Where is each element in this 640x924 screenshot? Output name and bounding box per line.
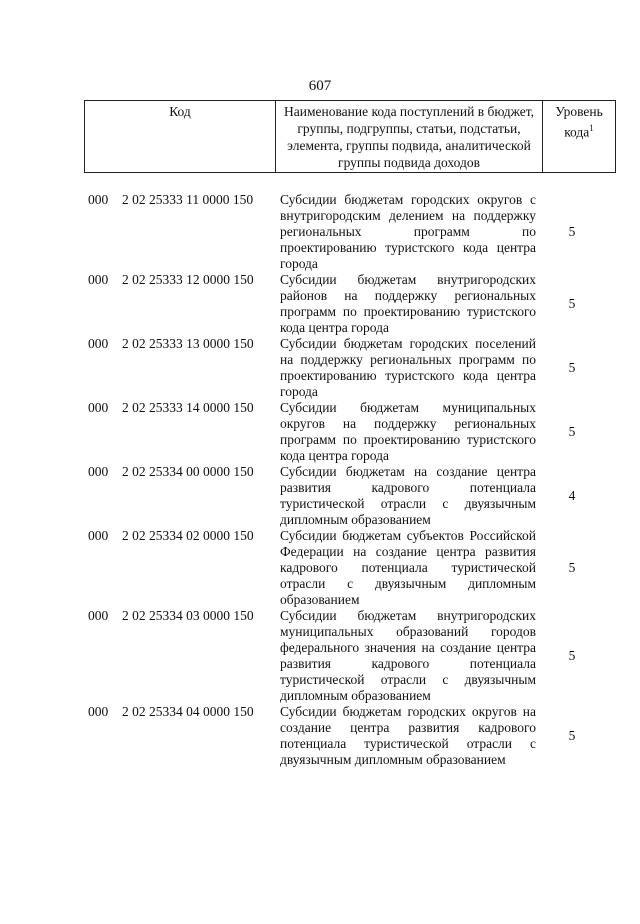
row-prefix: 000 xyxy=(88,608,109,623)
row-code: 2 02 25334 03 0000 150 xyxy=(122,608,254,623)
table-row xyxy=(84,608,600,704)
table-body xyxy=(84,192,600,768)
row-code: 2 02 25334 00 0000 150 xyxy=(122,464,254,479)
row-description: Субсидии бюджетам субъектов Российской Федерации на создание центра развития кадрового потенциала туристической отрасли с двуязычным дипломным образованием xyxy=(280,528,536,607)
row-level: 4 xyxy=(568,488,576,503)
table-row xyxy=(84,528,600,608)
row-level: 5 xyxy=(568,360,576,375)
row-prefix: 000 xyxy=(88,272,109,287)
row-level: 5 xyxy=(568,560,576,575)
row-description: Субсидии бюджетам городских поселений на поддержку региональных программ по проектированию туристского кода центра города xyxy=(280,336,536,399)
header-row xyxy=(85,101,616,173)
header-code-label: Код xyxy=(169,104,191,119)
header-level-footnote: 1 xyxy=(589,123,594,133)
row-prefix: 000 xyxy=(88,192,109,207)
header-name-label: Наименование кода поступлений в бюджет, группы, подгруппы, статьи, подстатьи, элемента, группы подвида, аналитической группы подвида доходов xyxy=(283,104,534,170)
row-description: Субсидии бюджетам на создание центра развития кадрового потенциала туристической отрасли с двуязычным дипломным образованием xyxy=(280,464,536,527)
table-row xyxy=(84,336,600,400)
row-description: Субсидии бюджетам внутригородских муниципальных образований городов федерального значения на создание центра развития кадрового потенциала туристической отрасли с двуязычным дипломным образованием xyxy=(280,608,536,703)
row-code: 2 02 25333 14 0000 150 xyxy=(122,400,254,415)
page-number: 607 xyxy=(308,78,332,94)
row-description: Субсидии бюджетам внутригородских районов на поддержку региональных программ по проектированию туристского кода центра города xyxy=(280,272,536,335)
row-prefix: 000 xyxy=(88,704,109,719)
row-description: Субсидии бюджетам городских округов на создание центра развития кадрового потенциала туристической отрасли с двуязычным дипломным образованием xyxy=(280,704,536,767)
table-row xyxy=(84,704,600,768)
row-prefix: 000 xyxy=(88,464,109,479)
row-prefix: 000 xyxy=(88,528,109,543)
row-prefix: 000 xyxy=(88,400,109,415)
table-header xyxy=(84,100,616,173)
row-code: 2 02 25334 02 0000 150 xyxy=(122,528,254,543)
table-row xyxy=(84,192,600,272)
table-row xyxy=(84,272,600,336)
row-description: Субсидии бюджетам муниципальных округов на поддержку региональных программ по проектированию туристского кода центра города xyxy=(280,400,536,463)
table-row xyxy=(84,464,600,528)
header-code xyxy=(85,101,276,173)
header-name xyxy=(276,101,543,173)
header-level xyxy=(543,101,616,173)
row-code: 2 02 25333 11 0000 150 xyxy=(122,192,254,207)
header-level-label: Уровень кода xyxy=(555,104,603,140)
row-level: 5 xyxy=(568,648,576,663)
row-code: 2 02 25333 12 0000 150 xyxy=(122,272,254,287)
row-code: 2 02 25333 13 0000 150 xyxy=(122,336,254,351)
row-prefix: 000 xyxy=(88,336,109,351)
row-description: Субсидии бюджетам городских округов с внутригородским делением на поддержку региональных программ по проектированию туристского кода центра города xyxy=(280,192,536,271)
table-row xyxy=(84,400,600,464)
row-code: 2 02 25334 04 0000 150 xyxy=(122,704,254,719)
row-level: 5 xyxy=(568,296,576,311)
row-level: 5 xyxy=(568,728,576,743)
row-level: 5 xyxy=(568,224,576,239)
row-level: 5 xyxy=(568,424,576,439)
